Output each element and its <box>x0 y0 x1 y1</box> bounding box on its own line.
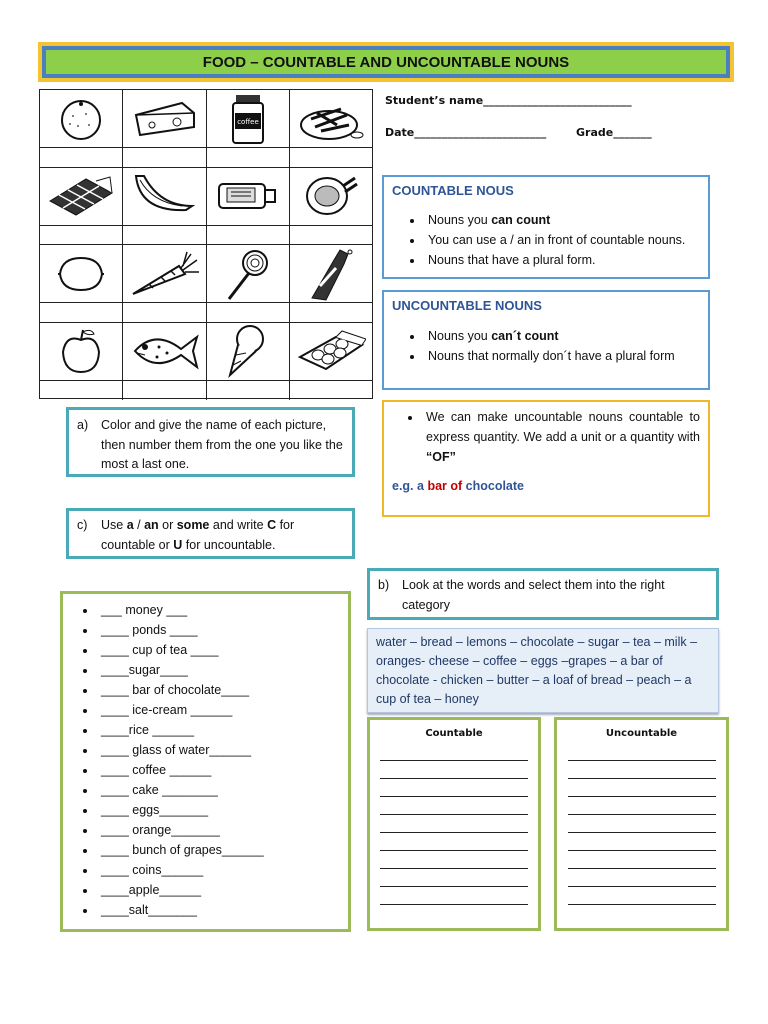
answer-line[interactable] <box>380 796 528 797</box>
list-item: • You can use a / an in front of countable nouns. <box>424 230 700 250</box>
picture-grid <box>39 89 373 399</box>
picture-name-blank[interactable] <box>290 381 372 401</box>
answer-line[interactable] <box>380 868 528 869</box>
countable-answer-lines[interactable] <box>376 760 532 905</box>
picture-cell <box>290 168 372 226</box>
countable-box <box>382 175 710 279</box>
page-title: FOOD – COUNTABLE AND UNCOUNTABLE NOUNS <box>46 50 726 74</box>
svg-text:coffee: coffee <box>237 117 259 126</box>
answer-line[interactable] <box>568 832 716 833</box>
picture-cell <box>290 90 372 148</box>
picture-name-blank[interactable] <box>207 381 290 401</box>
list-item[interactable]: • ____ cake ________ <box>97 780 342 800</box>
list-item[interactable]: • ____ orange_______ <box>97 820 342 840</box>
fill-in-list-box <box>60 591 351 932</box>
list-item[interactable]: • ____ coffee ______ <box>97 760 342 780</box>
list-item[interactable]: • ____ ice-cream ______ <box>97 700 342 720</box>
word-bank: water – bread – lemons – chocolate – sugar – tea – milk – oranges- cheese – coffee – eggs –grapes – a bar of chocolate - chicken – butter – a loaf of bread – peach – a cup of tea – honey <box>367 628 719 713</box>
list-item[interactable]: • ____ eggs_______ <box>97 800 342 820</box>
list-item[interactable]: • ____ bar of chocolate____ <box>97 680 342 700</box>
date-field[interactable]: Date________________________ <box>385 126 547 139</box>
list-item[interactable]: • ____ coins______ <box>97 860 342 880</box>
picture-name-blank[interactable] <box>40 303 123 323</box>
picture-name-blank[interactable] <box>123 148 207 168</box>
list-item: • Nouns you can count <box>424 210 700 230</box>
list-item[interactable]: • ____salt_______ <box>97 900 342 920</box>
answer-line[interactable] <box>568 886 716 887</box>
answer-line[interactable] <box>380 832 528 833</box>
task-c-letter: c) <box>77 518 88 532</box>
picture-name-blank[interactable] <box>207 303 290 323</box>
example-line: e.g. a bar of chocolate <box>392 479 524 493</box>
picture-cell <box>207 245 290 303</box>
picture-cell <box>290 323 372 381</box>
answer-line[interactable] <box>568 760 716 761</box>
task-a-box <box>66 407 355 477</box>
quantity-note-box <box>382 400 710 517</box>
picture-name-blank[interactable] <box>40 381 123 401</box>
picture-name-blank[interactable] <box>123 226 207 246</box>
picture-cell <box>123 245 207 303</box>
answer-line[interactable] <box>380 814 528 815</box>
countable-heading: COUNTABLE NOUS <box>392 183 514 198</box>
answer-line[interactable] <box>568 850 716 851</box>
picture-name-blank[interactable] <box>290 226 372 246</box>
picture-cell <box>40 168 123 226</box>
picture-cell <box>123 323 207 381</box>
list-item[interactable]: • ____ bunch of grapes______ <box>97 840 342 860</box>
picture-name-blank[interactable] <box>290 148 372 168</box>
answer-line[interactable] <box>380 760 528 761</box>
answer-line[interactable] <box>568 904 716 905</box>
grade-field[interactable]: Grade_______ <box>576 126 652 139</box>
answer-line[interactable] <box>380 778 528 779</box>
countable-column <box>367 717 541 931</box>
list-item[interactable]: • ____rice ______ <box>97 720 342 740</box>
list-item: • Nouns that normally don´t have a plural form <box>424 346 700 366</box>
uncountable-answer-lines[interactable] <box>563 760 720 905</box>
quantity-note-list <box>392 407 700 467</box>
picture-name-blank[interactable] <box>123 381 207 401</box>
task-b-letter: b) <box>378 578 390 592</box>
picture-name-blank[interactable] <box>290 303 372 323</box>
list-item[interactable]: • ____sugar____ <box>97 660 342 680</box>
uncountable-column-heading: Uncountable <box>605 728 678 739</box>
picture-cell <box>40 90 123 148</box>
answer-line[interactable] <box>568 814 716 815</box>
answer-line[interactable] <box>380 850 528 851</box>
student-name-field[interactable]: Student’s name___________________________ <box>385 94 632 107</box>
task-a-text: Color and give the name of each picture, then number them from the one you like the most a last one. <box>101 418 343 471</box>
list-item: • Nouns that have a plural form. <box>424 250 700 270</box>
answer-line[interactable] <box>380 886 528 887</box>
list-item: • Nouns you can´t count <box>424 326 700 346</box>
picture-cell <box>123 168 207 226</box>
picture-name-blank[interactable] <box>207 226 290 246</box>
countable-column-heading: Countable <box>425 728 483 739</box>
countable-list <box>392 210 700 270</box>
list-item[interactable]: • ___ money ___ <box>97 600 342 620</box>
list-item: • We can make uncountable nouns countable to express quantity. We add a unit or a quantity with “OF” <box>422 407 700 467</box>
task-c-text: Use a / an or some and write C for countable or U for uncountable. <box>101 518 295 552</box>
answer-line[interactable] <box>380 904 528 905</box>
picture-cell <box>290 245 372 303</box>
fill-in-list <box>69 600 342 920</box>
title-banner <box>38 42 734 82</box>
uncountable-box <box>382 290 710 390</box>
uncountable-list <box>392 326 700 366</box>
uncountable-heading: UNCOUNTABLE NOUNS <box>392 298 542 313</box>
answer-line[interactable] <box>568 778 716 779</box>
picture-name-blank[interactable] <box>123 303 207 323</box>
list-item[interactable]: • ____apple______ <box>97 880 342 900</box>
uncountable-column <box>554 717 729 931</box>
picture-cell <box>207 168 290 226</box>
list-item[interactable]: • ____ ponds ____ <box>97 620 342 640</box>
task-b-box <box>367 568 719 620</box>
answer-line[interactable] <box>568 868 716 869</box>
picture-cell <box>207 90 290 148</box>
picture-name-blank[interactable] <box>207 148 290 168</box>
picture-name-blank[interactable] <box>40 148 123 168</box>
picture-cell <box>123 90 207 148</box>
task-c-box <box>66 508 355 559</box>
task-b-text: Look at the words and select them into the right category <box>402 578 665 612</box>
list-item[interactable]: • ____ cup of tea ____ <box>97 640 342 660</box>
picture-name-blank[interactable] <box>40 226 123 246</box>
task-a-letter: a) <box>77 418 89 432</box>
picture-cell <box>40 323 123 381</box>
picture-cell <box>207 323 290 381</box>
picture-cell <box>40 245 123 303</box>
answer-line[interactable] <box>568 796 716 797</box>
list-item[interactable]: • ____ glass of water______ <box>97 740 342 760</box>
